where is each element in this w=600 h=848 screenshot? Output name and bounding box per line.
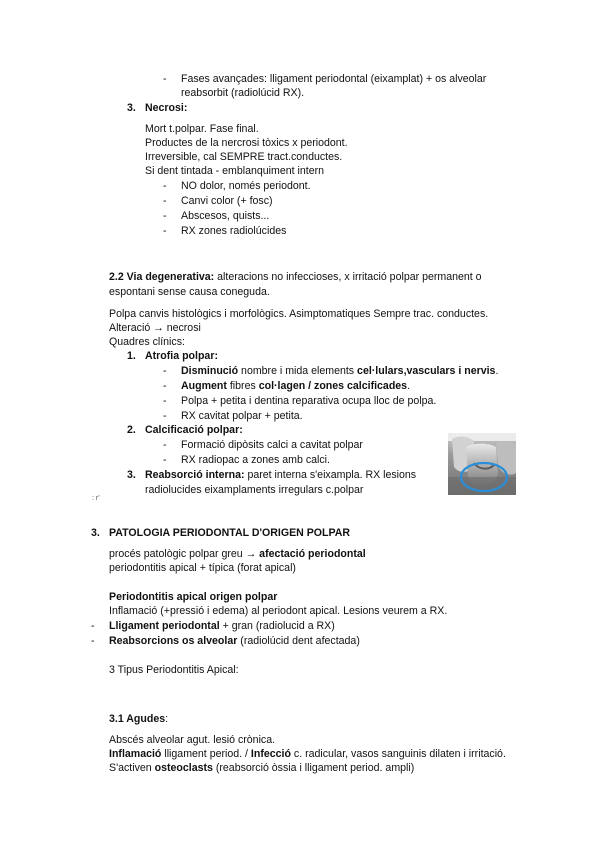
bullet-dash: - [163, 195, 167, 207]
necrosi-number: 3. [127, 102, 136, 114]
calcificacio-title: Calcificació polpar: [145, 424, 243, 436]
necrosi-bullet: Abscesos, quists... [181, 210, 270, 222]
intro-line: Alteració → necrosi [109, 322, 201, 334]
necrosi-line: Irreversible, cal SEMPRE tract.conductes. [145, 151, 343, 163]
necrosi-line: Si dent tintada - emblanquiment intern [145, 165, 325, 177]
section-3-1-title: 3.1 Agudes: [109, 713, 169, 725]
section-3-line-1: procés patològic polpar greu → afectació periodontal [109, 548, 366, 560]
intro-line: Quadres clínics: [109, 336, 185, 348]
dental-xray-image [448, 433, 516, 495]
atrofia-bullet-2: Augment fibres col·lagen / zones calcificades. [181, 380, 411, 392]
bullet-dash: - [91, 635, 95, 647]
atrofia-bullet-3: Polpa + petita i dentina reparativa ocupa lloc de polpa. [181, 395, 437, 407]
reabsorcions-item: Reabsorcions os alveolar (radiolúcid dent afectada) [109, 635, 360, 647]
agudes-line-1: Abscés alveolar agut. lesió crònica. [109, 734, 276, 746]
reabsorcio-line-2: radiolucides eixamplaments irregulars c.polpar [145, 484, 364, 496]
reabsorcio-number: 3. [127, 469, 136, 481]
bullet-dash: - [163, 210, 167, 222]
section-2-2-heading: 2.2 Via degenerativa: alteracions no infeccioses, x irritació polpar permanent o [109, 271, 482, 283]
section-2-2-heading-line2: espontani sense causa coneguda. [109, 286, 270, 298]
calcificacio-bullet-2: RX radiopac a zones amb calci. [181, 454, 330, 466]
atrofia-number: 1. [127, 350, 136, 362]
tipus-line: 3 Tipus Periodontitis Apical: [109, 664, 239, 676]
atrofia-bullet-1: Disminució nombre i mida elements cel·lulars,vasculars i nervis. [181, 365, 499, 377]
section-3-number: 3. [91, 527, 100, 539]
calcificacio-number: 2. [127, 424, 136, 436]
necrosi-bullet: Canvi color (+ fosc) [181, 195, 273, 207]
bullet-dash: - [91, 620, 95, 632]
section-3-line-2: periodontitis apical + típica (forat apical) [109, 562, 296, 574]
bullet-dash: - [163, 180, 167, 192]
necrosi-line: Mort t.polpar. Fase final. [145, 123, 259, 135]
section-3-title: PATOLOGIA PERIODONTAL D'ORIGEN POLPAR [109, 527, 351, 539]
necrosi-bullet: RX zones radiolúcides [181, 225, 287, 237]
bullet-dash: - [163, 225, 167, 237]
necrosi-bullet: NO dolor, només periodont. [181, 180, 311, 192]
agudes-line-3: S'activen osteoclasts (reabsorció òssia i lligament period. ampli) [109, 762, 415, 774]
fases-line-2: reabsorbit (radiolúcid RX). [181, 87, 305, 99]
lligament-item: Lligament periodontal + gran (radiolucid a RX) [109, 620, 335, 632]
necrosi-title: Necrosi: [145, 102, 188, 114]
periodontitis-subtitle: Periodontitis apical origen polpar [109, 591, 278, 603]
fases-line-1: Fases avançades: lligament periodontal (eixamplat) + os alveolar [181, 73, 487, 85]
bullet-dash: - [163, 380, 167, 392]
bullet-dash: - [163, 454, 167, 466]
bullet-dash: - [163, 73, 167, 85]
periodontitis-line: Inflamació (+pressió i edema) al periodont apical. Lesions veurem a RX. [109, 605, 448, 617]
agudes-line-2: Inflamació lligament period. / Infecció c. radicular, vasos sanguinis dilaten i irritació. [109, 748, 506, 760]
reabsorcio-line-1: Reabsorció interna: paret interna s'eixampla. RX lesions [145, 469, 417, 481]
atrofia-title: Atrofia polpar: [145, 350, 218, 362]
bullet-dash: - [163, 365, 167, 377]
bullet-dash: - [163, 410, 167, 422]
atrofia-bullet-4: RX cavitat polpar + petita. [181, 410, 303, 422]
bullet-dash: - [163, 395, 167, 407]
bullet-dash: - [163, 439, 167, 451]
calcificacio-bullet-1: Formació dipòsits calci a cavitat polpar [181, 439, 363, 451]
necrosi-line: Productes de la nercrosi tòxics x periodont. [145, 137, 348, 149]
stray-mark: : r' [92, 495, 100, 502]
intro-line: Polpa canvis histològics i morfològics. Asimptomatiques Sempre trac. conductes. [109, 308, 489, 320]
